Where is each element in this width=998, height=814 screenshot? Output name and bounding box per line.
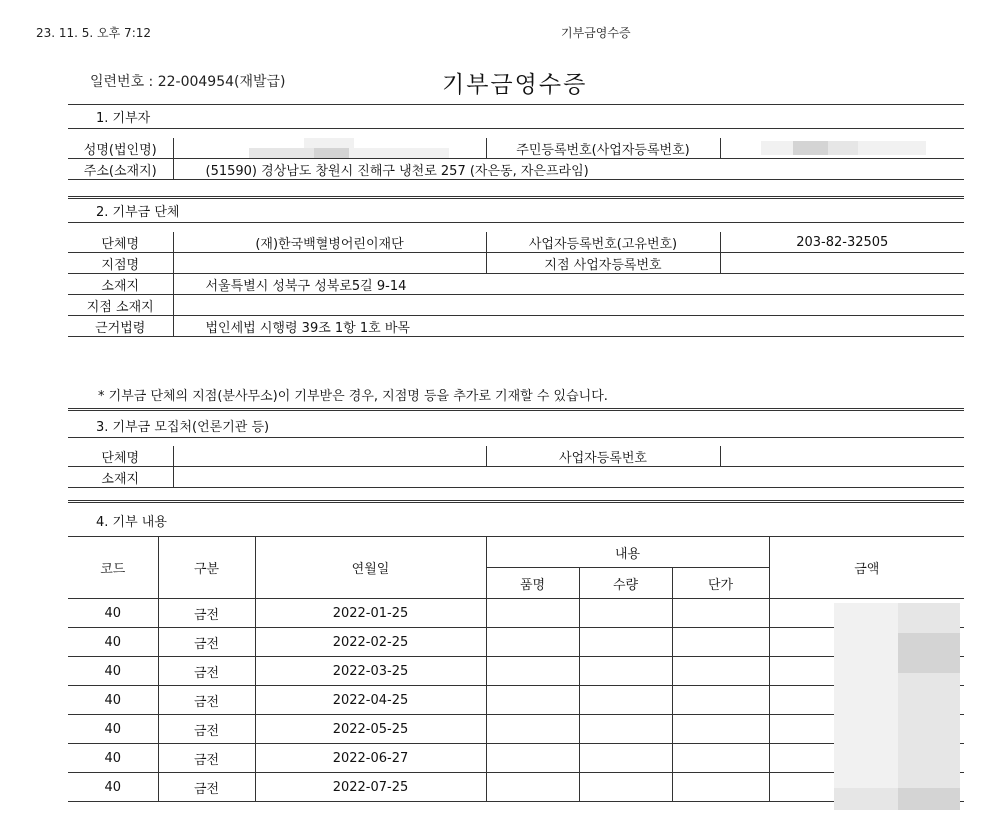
donor-address-label: 주소(소재지) [68, 159, 173, 180]
branch-bizno-value [720, 253, 964, 274]
section4-title: 4. 기부 내용 [96, 515, 167, 530]
row-type: 금전 [158, 628, 255, 657]
row-date: 2022-07-25 [255, 773, 486, 802]
collector-table [68, 446, 964, 488]
row-code: 40 [68, 715, 158, 744]
header-content: 내용 [486, 537, 769, 568]
header-date: 연월일 [255, 537, 486, 599]
section1-title: 1. 기부자 [68, 109, 964, 129]
table-row [68, 599, 964, 628]
row-type: 금전 [158, 773, 255, 802]
row-date: 2022-01-25 [255, 599, 486, 628]
table-row [68, 628, 964, 657]
section-divider [68, 500, 964, 503]
table-row [68, 686, 964, 715]
legal-basis-value: 법인세법 시행령 39조 1항 1호 바목 [173, 316, 964, 337]
print-datetime: 23. 11. 5. 오후 7:12 [36, 26, 152, 40]
donor-id-value [720, 138, 964, 159]
section3-title: 3. 기부금 모집처(언론기관 등) [68, 418, 964, 438]
collector-name-label: 단체명 [68, 446, 173, 467]
branch-name-label: 지점명 [68, 253, 173, 274]
row-code: 40 [68, 773, 158, 802]
top-rule [68, 104, 964, 105]
row-code: 40 [68, 686, 158, 715]
legal-basis-label: 근거법령 [68, 316, 173, 337]
table-row [68, 715, 964, 744]
header-item: 품명 [486, 568, 579, 599]
donation-table [68, 536, 964, 802]
row-date: 2022-06-27 [255, 744, 486, 773]
row-date: 2022-04-25 [255, 686, 486, 715]
header-amount: 금액 [769, 537, 964, 599]
donor-id-label: 주민등록번호(사업자등록번호) [486, 138, 720, 159]
row-type: 금전 [158, 657, 255, 686]
branch-location-label: 지점 소재지 [68, 295, 173, 316]
donor-name-value [173, 138, 486, 159]
row-type: 금전 [158, 686, 255, 715]
row-code: 40 [68, 628, 158, 657]
document-title: 기부금영수증 [442, 72, 588, 98]
row-type: 금전 [158, 599, 255, 628]
org-name-label: 단체명 [68, 232, 173, 253]
row-date: 2022-03-25 [255, 657, 486, 686]
row-type: 금전 [158, 715, 255, 744]
amount-redaction [834, 603, 960, 810]
row-date: 2022-05-25 [255, 715, 486, 744]
header-code: 코드 [68, 537, 158, 599]
location-value: 서울특별시 성북구 성북로5길 9-14 [173, 274, 964, 295]
branch-name-value [173, 253, 486, 274]
table-row [68, 657, 964, 686]
table-row [68, 773, 964, 802]
branch-note: * 기부금 단체의 지점(분사무소)이 기부받은 경우, 지점명 등을 추가로 기재할 수 있습니다. [98, 389, 608, 404]
org-bizno-label: 사업자등록번호(고유번호) [486, 232, 720, 253]
table-row [68, 744, 964, 773]
header-qty: 수량 [579, 568, 672, 599]
row-type: 금전 [158, 744, 255, 773]
row-code: 40 [68, 744, 158, 773]
donor-address-value: (51590) 경상남도 창원시 진해구 냉천로 257 (자은동, 자은프라임) [173, 159, 964, 180]
collector-location-value [173, 467, 964, 488]
row-code: 40 [68, 657, 158, 686]
donor-table [68, 138, 964, 180]
row-date: 2022-02-25 [255, 628, 486, 657]
org-bizno-value: 203-82-32505 [720, 232, 964, 253]
section-divider [68, 408, 964, 411]
collector-bizno-value [720, 446, 964, 467]
serial-number: 일련번호 : 22-004954(재발급) [90, 74, 286, 90]
branch-location-value [173, 295, 964, 316]
donor-name-label: 성명(법인명) [68, 138, 173, 159]
branch-bizno-label: 지점 사업자등록번호 [486, 253, 720, 274]
collector-location-label: 소재지 [68, 467, 173, 488]
section-divider [68, 196, 964, 199]
row-code: 40 [68, 599, 158, 628]
collector-name-value [173, 446, 486, 467]
header-unit-price: 단가 [672, 568, 769, 599]
organization-table [68, 232, 964, 337]
section2-title: 2. 기부금 단체 [68, 203, 964, 223]
location-label: 소재지 [68, 274, 173, 295]
print-page-title: 기부금영수증 [561, 26, 631, 40]
collector-bizno-label: 사업자등록번호 [486, 446, 720, 467]
header-type: 구분 [158, 537, 255, 599]
org-name-value: (재)한국백혈병어린이재단 [173, 232, 486, 253]
